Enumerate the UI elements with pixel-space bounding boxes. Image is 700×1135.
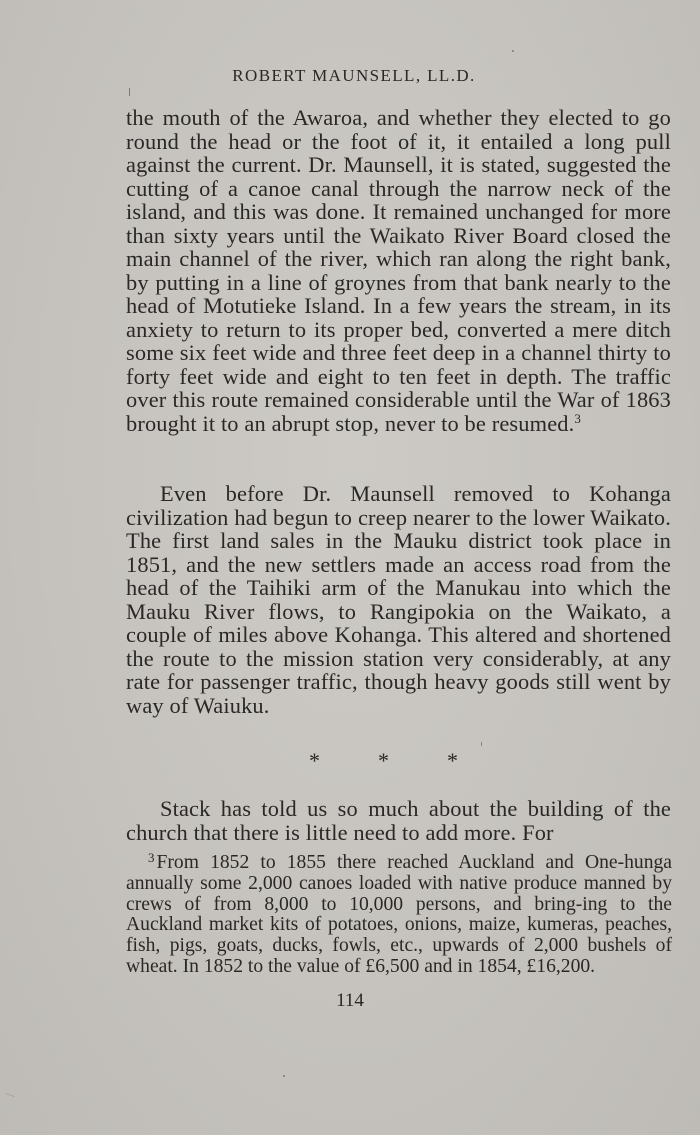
page-number (0, 990, 700, 1012)
section-break-asterisk: * (378, 748, 389, 773)
page-number-text: 114 (336, 990, 364, 1011)
running-head (0, 66, 700, 86)
paragraph-2 (126, 482, 671, 717)
paper-speck (129, 88, 130, 96)
section-break-asterisk: * (447, 748, 458, 773)
paragraph-2-text: Even before Dr. Maunsell removed to Kohanga civilization had begun to creep nearer to the lower Waikato. The first land sales in the Mauku district took place in 1851, and the new settlers made an access road from the head of the Taihiki arm of the Manukau into which the Mauku River flows, to Rangipokia on the Waikato, a couple of miles above Kohanga. This altered and shortened the route to the mission station very considerably, at any rate for passenger traffic, though heavy goods still went by way of Waiuku. (126, 481, 671, 718)
footnote-text: From 1852 to 1855 there reached Auckland and One-hunga annually some 2,000 canoes loaded with native produce manned by crews of from 8,000 to 10,000 persons, and bring-ing to the Auckland market kits of potatoes, onions, maize, kumeras, peaches, fish, pigs, goats, ducks, fowls, etc., upwards of 2,000 bushels of wheat. In 1852 to the value of £6,500 and in 1854, £16,200. (126, 852, 672, 977)
footnote-reference[interactable]: 3 (574, 410, 582, 426)
section-break-asterisk: * (309, 748, 320, 773)
footnote (126, 850, 672, 978)
section-break (126, 748, 671, 774)
footnote-marker: 3 (148, 850, 155, 865)
paper-speck (481, 742, 482, 746)
paper-speck (283, 1075, 285, 1077)
margin-pencil-mark: ᛁ (4, 1090, 18, 1101)
paragraph-1-text: the mouth of the Awaroa, and whether they elected to go round the head or the foot of it, it entailed a long pull against the current. Dr. Maunsell, it is stated, suggested the cutting of a canoe canal through the narrow neck of the island, and this was done. It remained unchanged for more than sixty years until the Waikato River Board closed the main channel of the river, which ran along the right bank, by putting in a line of groynes from that bank nearly to the head of Motutieke Island. In a few years the stream, in its anxiety to return to its proper bed, converted a mere ditch some six feet wide and three feet deep in a channel thirty to forty feet wide and eight to ten feet in depth. The traffic over this route remained considerable until the War of 1863 brought it to an abrupt stop, never to be resumed. (126, 105, 671, 436)
paragraph-1 (126, 106, 671, 435)
paper-speck (512, 50, 514, 52)
paragraph-3 (126, 797, 671, 844)
running-head-text: ROBERT MAUNSELL, LL.D. (232, 66, 476, 85)
paragraph-3-text: Stack has told us so much about the building of the church that there is little need to add more. For (126, 796, 671, 845)
